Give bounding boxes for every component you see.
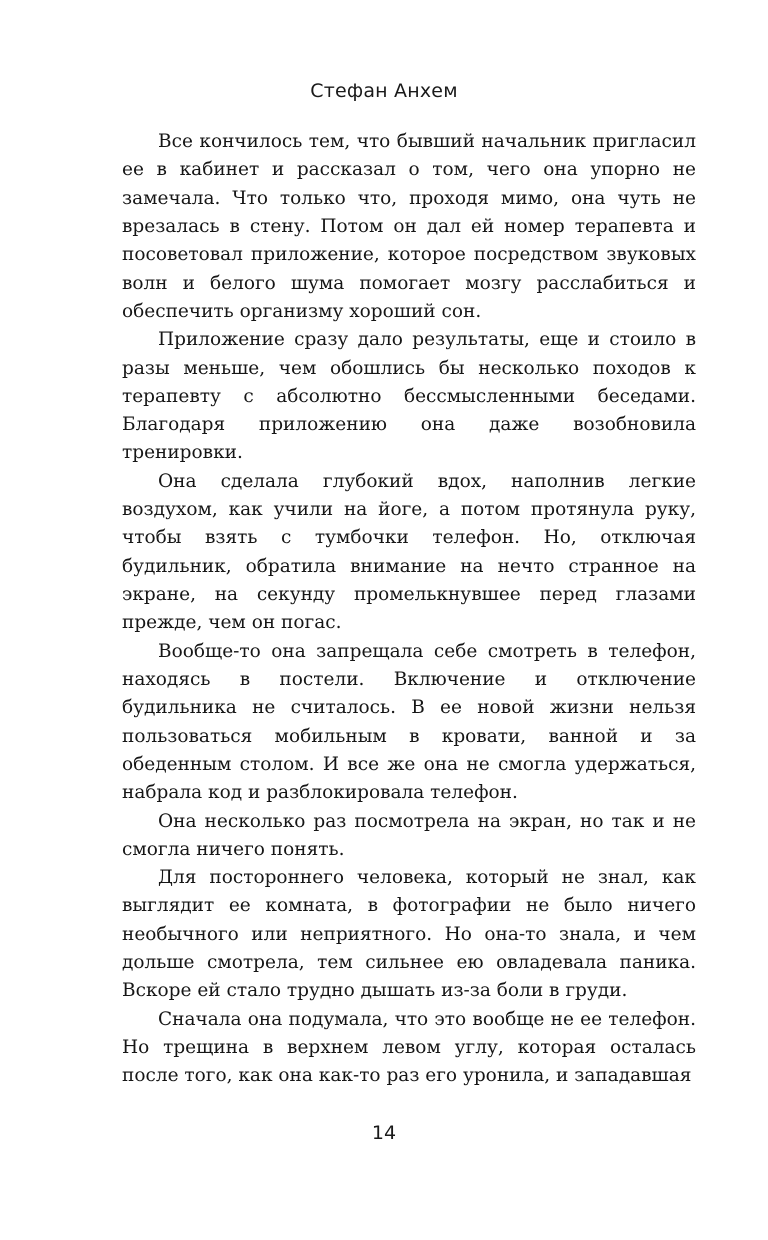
paragraph: Все кончилось тем, что бывший начальник пригласил ее в кабинет и рассказал о том, чего она упорно не замечала. Что только что, проходя мимо, она чуть не врезалась в стену. Потом он дал ей номер терапевта и посоветовал приложение, которое посредством звуковых волн и белого шума помогает мозгу расслабиться и обеспечить организму хороший сон.	[122, 131, 696, 322]
paragraph: Для постороннего человека, который не знал, как выглядит ее комната, в фотографии не было ничего необычного или неприятного. Но она-то знала, и чем дольше смотрела, тем сильнее ею овладевала паника. Вскоре ей стало трудно дышать из-за боли в груди.	[122, 867, 696, 1002]
running-head: Стефан Анхем	[310, 80, 458, 102]
paragraph: Она несколько раз посмотрела на экран, но так и не смогла ничего понять.	[122, 810, 696, 860]
paragraph: Вообще-то она запрещала себе смотреть в телефон, находясь в постели. Включение и отключение будильника не считалось. В ее новой жизни нельзя пользоваться мобильным в кровати, ванной и за обеденным столом. И все же она не смогла удержаться, набрала код и разблокировала телефон.	[122, 640, 696, 804]
paragraph: Сначала она подумала, что это вообще не ее телефон. Но трещина в верхнем левом углу, которая осталась после того, как она как-то раз его уронила, и западавшая	[122, 1008, 696, 1087]
body-text	[122, 128, 696, 1091]
page-number: 14	[371, 1122, 397, 1144]
paragraph: Приложение сразу дало результаты, еще и стоило в разы меньше, чем обошлись бы несколько походов к терапевту с абсолютно бессмысленными беседами. Благодаря приложению она даже возобновила тренировки.	[122, 329, 696, 464]
paragraph: Она сделала глубокий вдох, наполнив легкие воздухом, как учили на йоге, а потом протянула руку, чтобы взять с тумбочки телефон. Но, отключая будильник, обратила внимание на нечто странное на экране, на секунду промелькнувшее перед глазами прежде, чем он погас.	[122, 470, 696, 634]
